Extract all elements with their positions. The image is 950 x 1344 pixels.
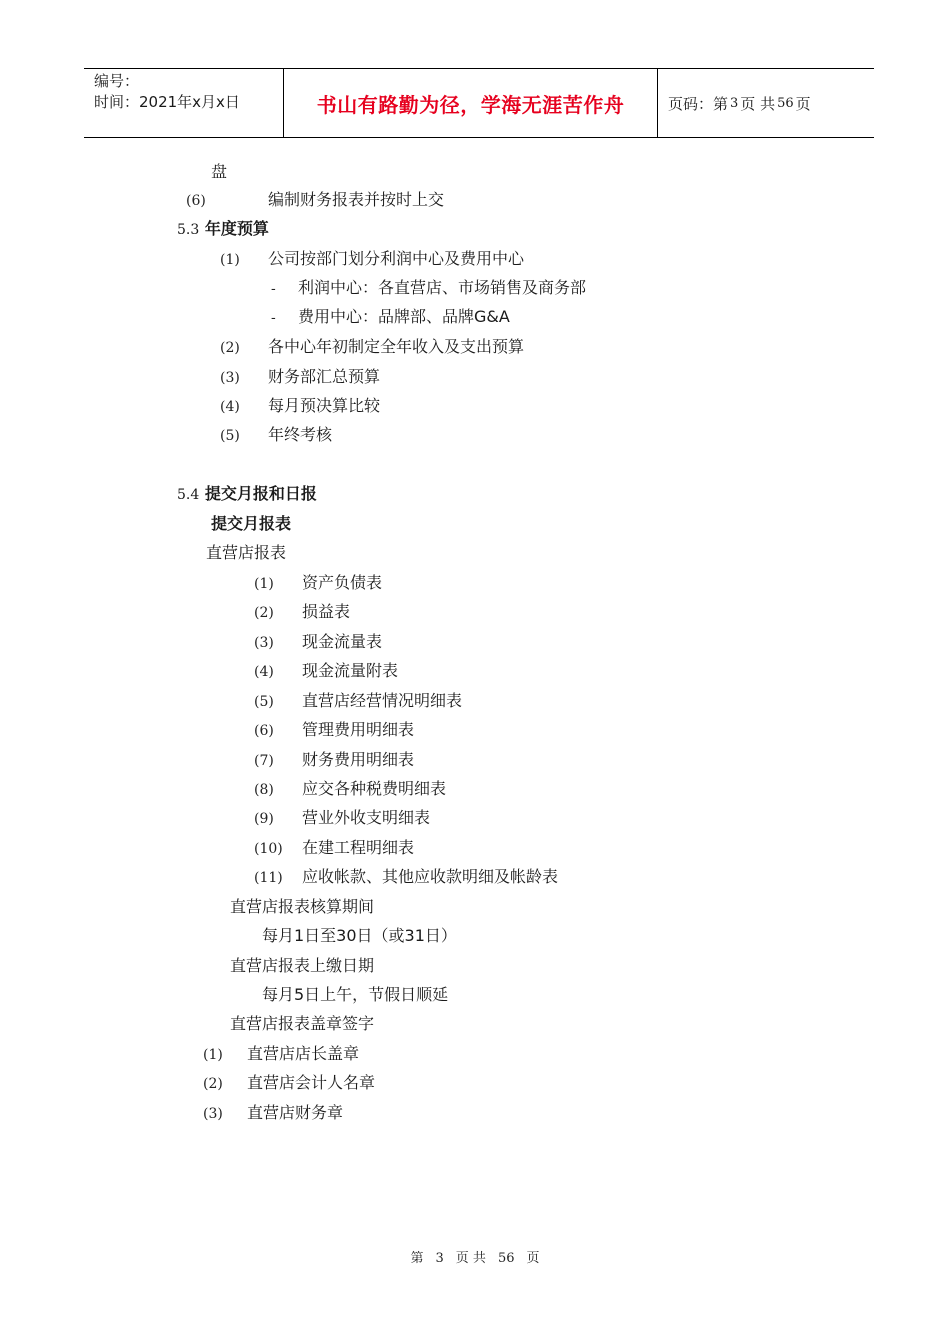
page-total: 56	[777, 95, 794, 111]
item-text: 营业外收支明细表	[302, 808, 431, 827]
list-item	[254, 867, 558, 888]
list-item	[220, 396, 380, 417]
item-text: 现金流量附表	[302, 661, 399, 680]
list-item	[271, 278, 586, 299]
subheading: 直营店报表	[206, 543, 287, 562]
header-page-info	[658, 69, 874, 137]
item-marker: (10)	[254, 841, 283, 857]
list-item	[254, 573, 382, 594]
item-text: 财务部汇总预算	[268, 367, 381, 386]
item-text: 应收帐款、其他应收款明细及帐龄表	[302, 867, 559, 886]
item-text: 各中心年初制定全年收入及支出预算	[268, 337, 525, 356]
list-item	[271, 307, 510, 328]
time-label: 时间：2021年x月x日	[94, 93, 240, 111]
subheading: 直营店报表核算期间	[230, 897, 375, 916]
subheading: 提交月报表	[211, 514, 292, 533]
item-marker: (2)	[254, 605, 274, 621]
item-marker: (8)	[254, 782, 274, 798]
list-item	[254, 808, 430, 829]
page-prefix: 页码：第	[668, 94, 729, 113]
item-marker: -	[271, 281, 276, 297]
item-marker: (5)	[254, 694, 274, 710]
serial-label: 编号：	[94, 72, 140, 90]
page-suffix: 页	[795, 94, 811, 113]
footer-mid: 页 共	[455, 1251, 486, 1266]
item-marker: (4)	[220, 399, 240, 415]
list-item	[220, 425, 332, 446]
list-item	[220, 249, 524, 270]
item-text: 费用中心：品牌部、品牌G&A	[298, 307, 510, 326]
text-line: 每月1日至30日（或31日）	[262, 926, 457, 945]
item-text: 公司按部门划分利润中心及费用中心	[268, 249, 525, 268]
text-line	[211, 162, 227, 182]
section-number: 5.4	[177, 487, 200, 503]
item-marker: (9)	[254, 811, 274, 827]
item-marker: (5)	[220, 428, 240, 444]
item-marker: (3)	[203, 1106, 223, 1122]
header-motto: 书山有路勤为径，学海无涯苦作舟	[284, 69, 658, 137]
item-text: 应交各种税费明细表	[302, 779, 447, 798]
section-heading	[177, 219, 269, 240]
item-text: 现金流量表	[302, 632, 383, 651]
list-item	[254, 691, 462, 712]
item-marker: (1)	[203, 1047, 223, 1063]
footer-page: 3	[435, 1251, 444, 1266]
item-marker: (3)	[220, 370, 240, 386]
item-marker: -	[271, 310, 276, 326]
footer-prefix: 第	[410, 1251, 424, 1266]
item-marker: (2)	[220, 340, 240, 356]
item-marker: (4)	[254, 664, 274, 680]
item-text: 每月预决算比较	[268, 396, 381, 415]
list-item	[254, 779, 446, 800]
list-item	[254, 838, 414, 859]
text-line: 每月5日上午，节假日顺延	[262, 985, 449, 1004]
page-mid: 页 共	[740, 94, 776, 113]
subheading: 直营店报表盖章签字	[230, 1014, 375, 1033]
section-title: 年度预算	[204, 219, 269, 238]
section-heading	[177, 484, 317, 505]
list-item	[186, 190, 444, 211]
list-item	[203, 1044, 359, 1065]
page-footer	[0, 1247, 950, 1266]
section-title: 提交月报和日报	[204, 484, 317, 503]
item-marker: (1)	[254, 576, 274, 592]
item-marker: (3)	[254, 635, 274, 651]
item-text: 管理费用明细表	[302, 720, 415, 739]
list-item	[254, 720, 414, 741]
list-item	[220, 337, 524, 358]
header-meta	[84, 69, 284, 137]
footer-total: 56	[497, 1251, 515, 1266]
item-text: 财务费用明细表	[302, 750, 415, 769]
item-marker: (1)	[220, 252, 240, 268]
item-text: 年终考核	[268, 425, 333, 444]
item-marker: (6)	[186, 193, 206, 209]
footer-suffix: 页	[526, 1251, 540, 1266]
item-marker: (2)	[203, 1076, 223, 1092]
list-item	[254, 750, 414, 771]
item-text: 直营店店长盖章	[247, 1044, 360, 1063]
item-marker: (7)	[254, 753, 274, 769]
list-item	[254, 632, 382, 653]
item-text: 直营店财务章	[247, 1103, 344, 1122]
item-marker: (11)	[254, 870, 283, 886]
item-text: 损益表	[302, 602, 351, 621]
item-text: 资产负债表	[302, 573, 383, 592]
list-item	[254, 661, 398, 682]
line-text: 盘	[211, 162, 228, 181]
page-number: 3	[730, 95, 739, 111]
item-text: 在建工程明细表	[302, 838, 415, 857]
item-text: 编制财务报表并按时上交	[268, 190, 445, 209]
list-item	[203, 1103, 343, 1124]
item-text: 直营店会计人名章	[247, 1073, 376, 1092]
list-item	[220, 367, 380, 388]
list-item	[203, 1073, 375, 1094]
page-header	[84, 68, 874, 138]
list-item	[254, 602, 350, 623]
section-number: 5.3	[177, 222, 200, 238]
item-text: 利润中心：各直营店、市场销售及商务部	[298, 278, 587, 297]
subheading: 直营店报表上缴日期	[230, 956, 375, 975]
item-marker: (6)	[254, 723, 274, 739]
item-text: 直营店经营情况明细表	[302, 691, 463, 710]
